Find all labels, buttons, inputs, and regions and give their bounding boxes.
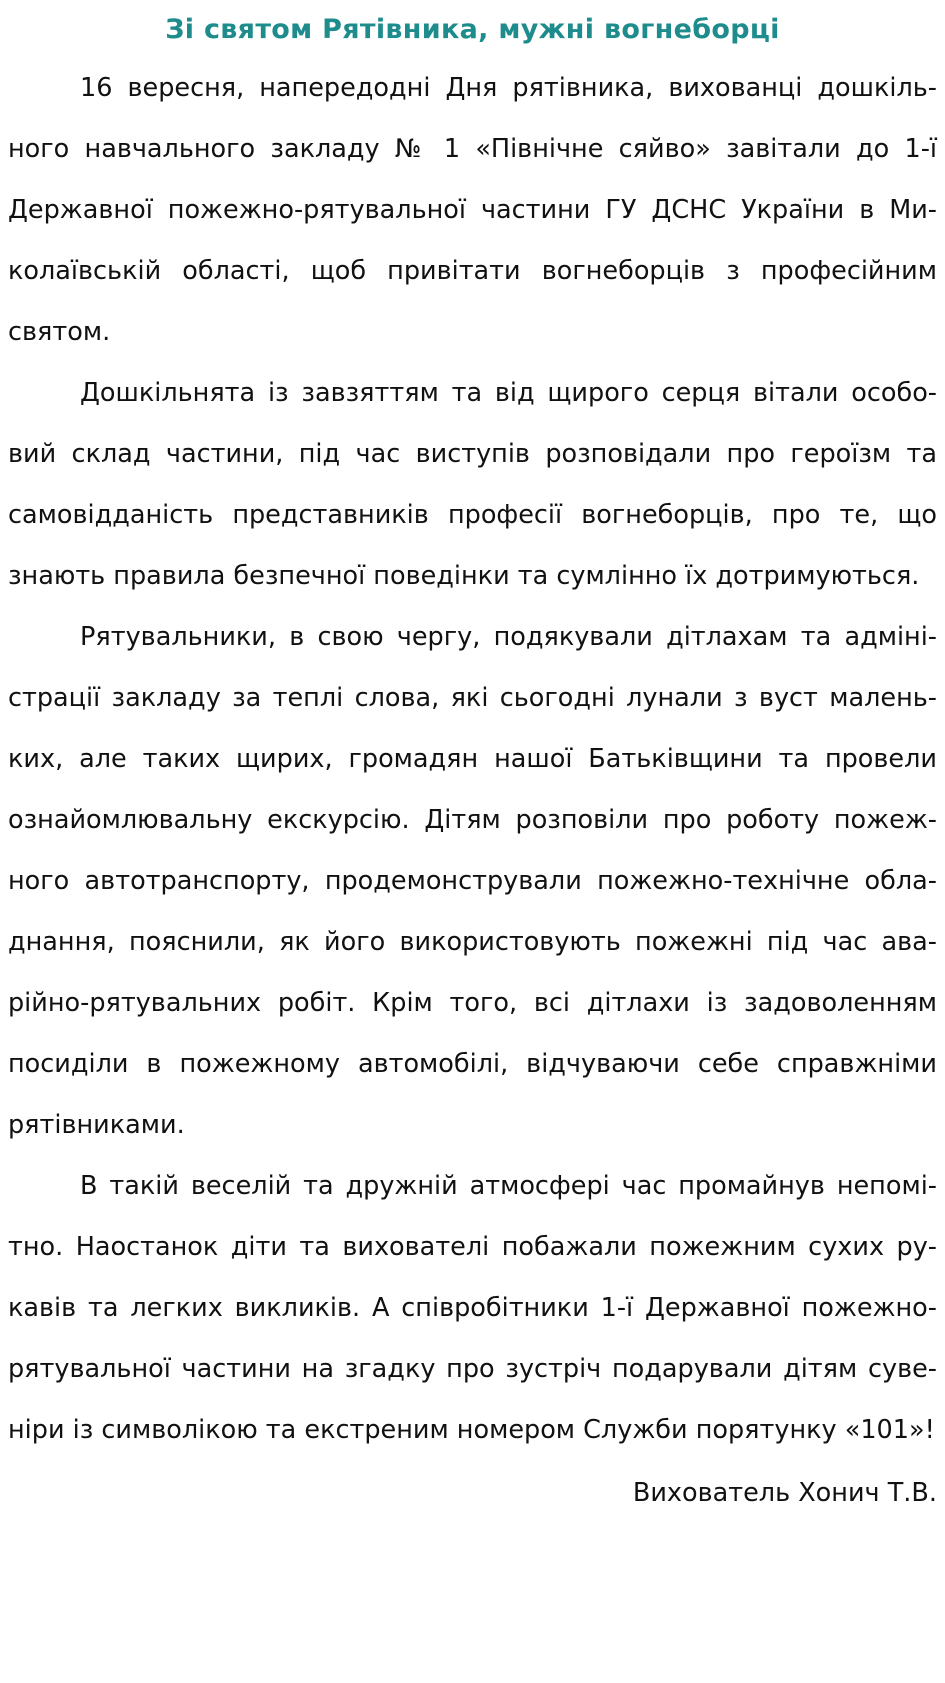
document-page: [8, 0, 937, 1513]
article-paragraph-2: Дошкільнята із завзяттям та від щирого серця вітали особовий склад частини, під час виступів розповідали про героїзм та самовідданість представників професії вогнеборців, про те, що знають правила безпечної поведінки та сумлінно їх дотримуються.: [8, 378, 937, 591]
article-paragraph-3: Рятувальники, в свою чергу, подякували дітлахам та адміністрації закладу за теплі слова, які сьогодні лунали з вуст маленьких, але таких щирих, громадян нашої Батьківщини та провели ознайомлювальну екскурсію. Дітям розповіли про роботу пожежного автотранспорту, продемонстрували пожежно-технічне обладнання, пояснили, як його використовують пожежні під час аварійно-рятувальних робіт. Крім того, всі дітлахи із задоволенням посиділи в пожежному автомобілі, відчуваючи себе справжніми рятівниками.: [8, 622, 937, 1140]
article-title: Зі святом Рятівника, мужні вогнеборці: [165, 14, 780, 45]
article-paragraph-1: 16 вересня, напередодні Дня рятівника, вихованці дошкільного навчального закладу № 1 «Північне сяйво» завітали до 1-ї Державної пожежно-рятувальної частини ГУ ДСНС України в Миколаївській області, щоб привітати вогнеборців з професійним святом.: [8, 73, 937, 347]
article-paragraph-4: В такій веселій та дружній атмосфері час промайнув непомітно. Наостанок діти та вихователі побажали пожежним сухих рукавів та легких викликів. А співробітники 1-ї Державної пожежно-рятувальної частини на згадку про зустріч подарували дітям сувеніри із символікою та екстреним номером Служби порятунку «101»!: [8, 1171, 937, 1445]
author-signature: Вихователь Хонич Т.В.: [632, 1478, 937, 1508]
